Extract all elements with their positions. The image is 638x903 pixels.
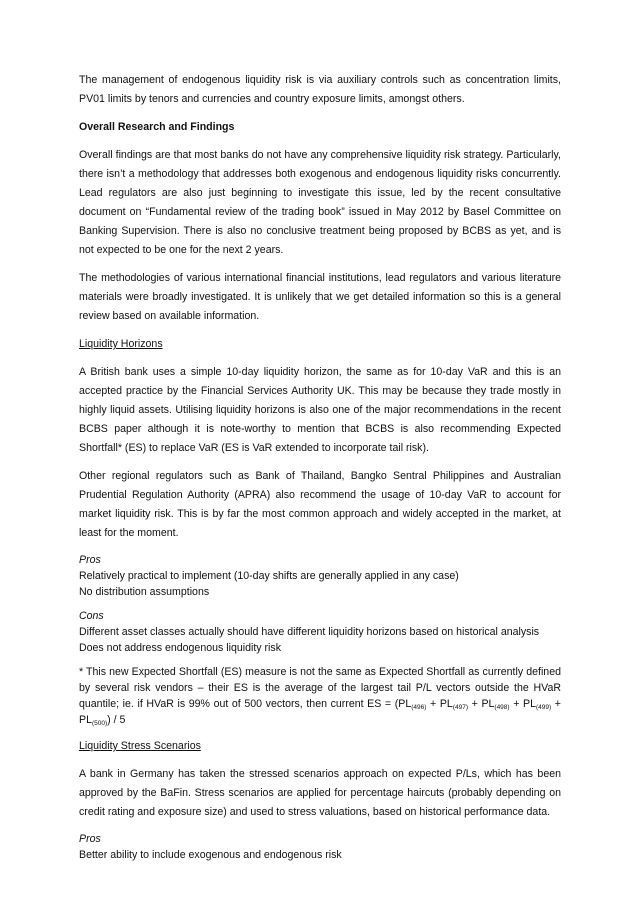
paragraph-liquidity-controls: The management of endogenous liquidity risk is via auxiliary controls such as concentration limits, PV01 limits by tenors and currencies and country exposure limits, amongst others.	[79, 74, 561, 105]
pros-item: Better ability to include exogenous and endogenous risk	[79, 849, 342, 861]
paragraph-germany-bank: A bank in Germany has taken the stressed scenarios approach on expected P/Ls, which has been approved by the BaFin. Stress scenarios are applied for percentage haircuts (probably depending on credit rating and exposure size) and used to stress valuations, based on historical performance data.	[79, 768, 561, 818]
pros-block-stress	[79, 831, 561, 863]
footnote-subscript: (500)	[91, 720, 108, 727]
paragraph-british-bank: A British bank uses a simple 10-day liquidity horizon, the same as for 10-day VaR and this is an accepted practice by the Financial Services Authority UK. This may be because they trade mostly in highly liquid assets. Utilising liquidity horizons is also one of the major recommendations in the recent BCBS paper although it is note-worthy to mention that BCBS is also recommending Expected Shortfall* (ES) to replace VaR (ES is VaR extended to incorporate tail risk).	[79, 366, 561, 454]
pros-label: Pros	[79, 554, 101, 566]
footnote-plus: +	[426, 698, 440, 710]
document-page	[79, 71, 561, 863]
pros-block-horizons	[79, 552, 561, 600]
heading-liquidity-stress-scenarios: Liquidity Stress Scenarios	[79, 740, 201, 752]
cons-item: Different asset classes actually should have different liquidity horizons based on historical analysis	[79, 626, 540, 638]
cons-block-horizons	[79, 608, 561, 656]
footnote-end: ) / 5	[107, 714, 126, 726]
footnote-subscript: (496)	[411, 704, 427, 711]
footnote-plus: +	[468, 698, 482, 710]
footnote-subscript: (499)	[535, 704, 552, 711]
footnote-pl: PL	[398, 698, 412, 710]
pros-item: Relatively practical to implement (10-day shifts are generally applied in any case)	[79, 570, 459, 582]
footnote-plus: +	[551, 698, 561, 710]
cons-item: Does not address endogenous liquidity risk	[79, 642, 281, 654]
footnote-pl: PL	[481, 698, 495, 710]
pros-item: No distribution assumptions	[79, 586, 210, 598]
paragraph-methodologies: The methodologies of various international financial institutions, lead regulators and various literature materials were broadly investigated. It is unlikely that we get detailed information so this is a general review based on available information.	[79, 272, 561, 322]
paragraph-overall-findings: Overall findings are that most banks do not have any comprehensive liquidity risk strategy. Particularly, there isn’t a methodology that addresses both exogenous and endogenous liquidity risks concurrently. Lead regulators are also just beginning to investigate this issue, led by the recent consultative document on “Fundamental review of the trading book” issued in May 2012 by Basel Committee on Banking Supervision. There is also no conclusive treatment being proposed by BCBS as yet, and is not expected to be one for the next 2 years.	[79, 149, 561, 256]
heading-overall-research: Overall Research and Findings	[79, 121, 235, 133]
pros-label: Pros	[79, 833, 101, 845]
footnote-pl: PL	[523, 698, 536, 710]
heading-liquidity-horizons: Liquidity Horizons	[79, 338, 163, 350]
footnote-subscript: (497)	[452, 704, 469, 711]
footnote-plus: +	[509, 698, 524, 710]
paragraph-regional-regulators: Other regional regulators such as Bank of Thailand, Bangko Sentral Philippines and Australian Prudential Regulation Authority (APRA) also recommend the usage of 10-day VaR to account for market liquidity risk. This is by far the most common approach and widely accepted in the market, at least for the moment.	[79, 470, 561, 539]
cons-label: Cons	[79, 610, 104, 622]
footnote-text: * This new Expected Shortfall (ES) measure is not the same as Expected Shortfall as currently defined by several risk vendors – their ES is the average of the largest tail P/L vectors outside the HVaR quantile; ie. if HVaR is 99% out of 500 vectors, then current ES = (	[79, 666, 561, 710]
footnote-expected-shortfall	[79, 664, 561, 728]
footnote-pl: PL	[439, 698, 453, 710]
footnote-pl: PL	[79, 714, 92, 726]
footnote-subscript: (498)	[494, 704, 510, 711]
